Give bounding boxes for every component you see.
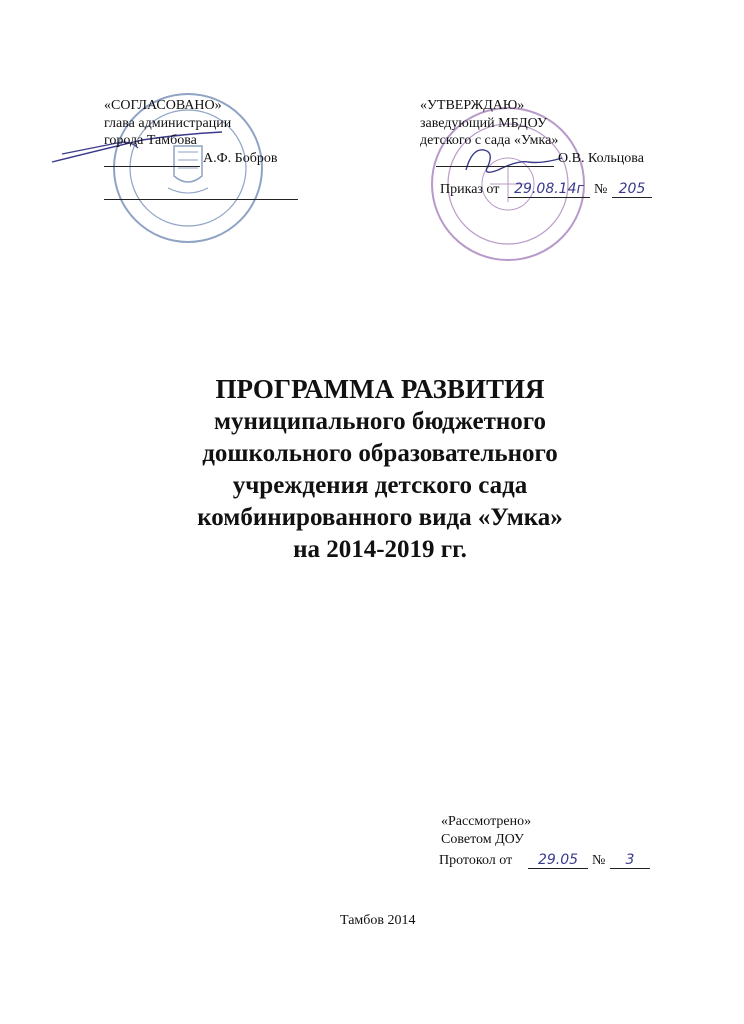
order-prefix: Приказ от [440, 182, 500, 197]
approval-right-signer: О.В. Кольцова [558, 151, 644, 166]
order-number-label: № [594, 182, 608, 197]
program-title: ПРОГРАММА РАЗВИТИЯ [215, 374, 545, 404]
protocol-date: 29.05 [528, 852, 588, 869]
program-title-block [120, 372, 640, 566]
program-subtitle-line: дошкольного образовательного [202, 440, 558, 467]
protocol-number-label: № [592, 853, 606, 868]
approval-left-date-line [104, 199, 298, 200]
approval-right-heading: «УТВЕРЖДАЮ» [420, 98, 525, 113]
program-period: на 2014-2019 гг. [293, 536, 467, 563]
place-and-year: Тамбов 2014 [340, 913, 416, 928]
approval-left-position: глава администрации [104, 116, 232, 131]
approval-left-signer: А.Ф. Бобров [203, 151, 278, 166]
program-subtitle-line: учреждения детского сада [232, 472, 528, 499]
approval-right-position: заведующий МБДОУ [420, 116, 547, 131]
approval-left-signature-line [104, 166, 200, 167]
program-subtitle-line: комбинированного вида «Умка» [197, 504, 563, 531]
approval-left-heading: «СОГЛАСОВАНО» [104, 98, 222, 113]
reviewed-heading: «Рассмотрено» [441, 814, 532, 829]
order-date: 29.08.14г [508, 181, 590, 198]
protocol-number: 3 [610, 852, 650, 869]
protocol-prefix: Протокол от [439, 853, 513, 868]
program-subtitle-line: муниципального бюджетного [213, 408, 547, 435]
order-number: 205 [612, 181, 652, 198]
approval-left-city: города Тамбова [104, 133, 197, 148]
approval-right-signature-line [436, 166, 554, 167]
approval-right-institution: детского с сада «Умка» [420, 133, 559, 148]
reviewed-council: Советом ДОУ [441, 832, 524, 847]
